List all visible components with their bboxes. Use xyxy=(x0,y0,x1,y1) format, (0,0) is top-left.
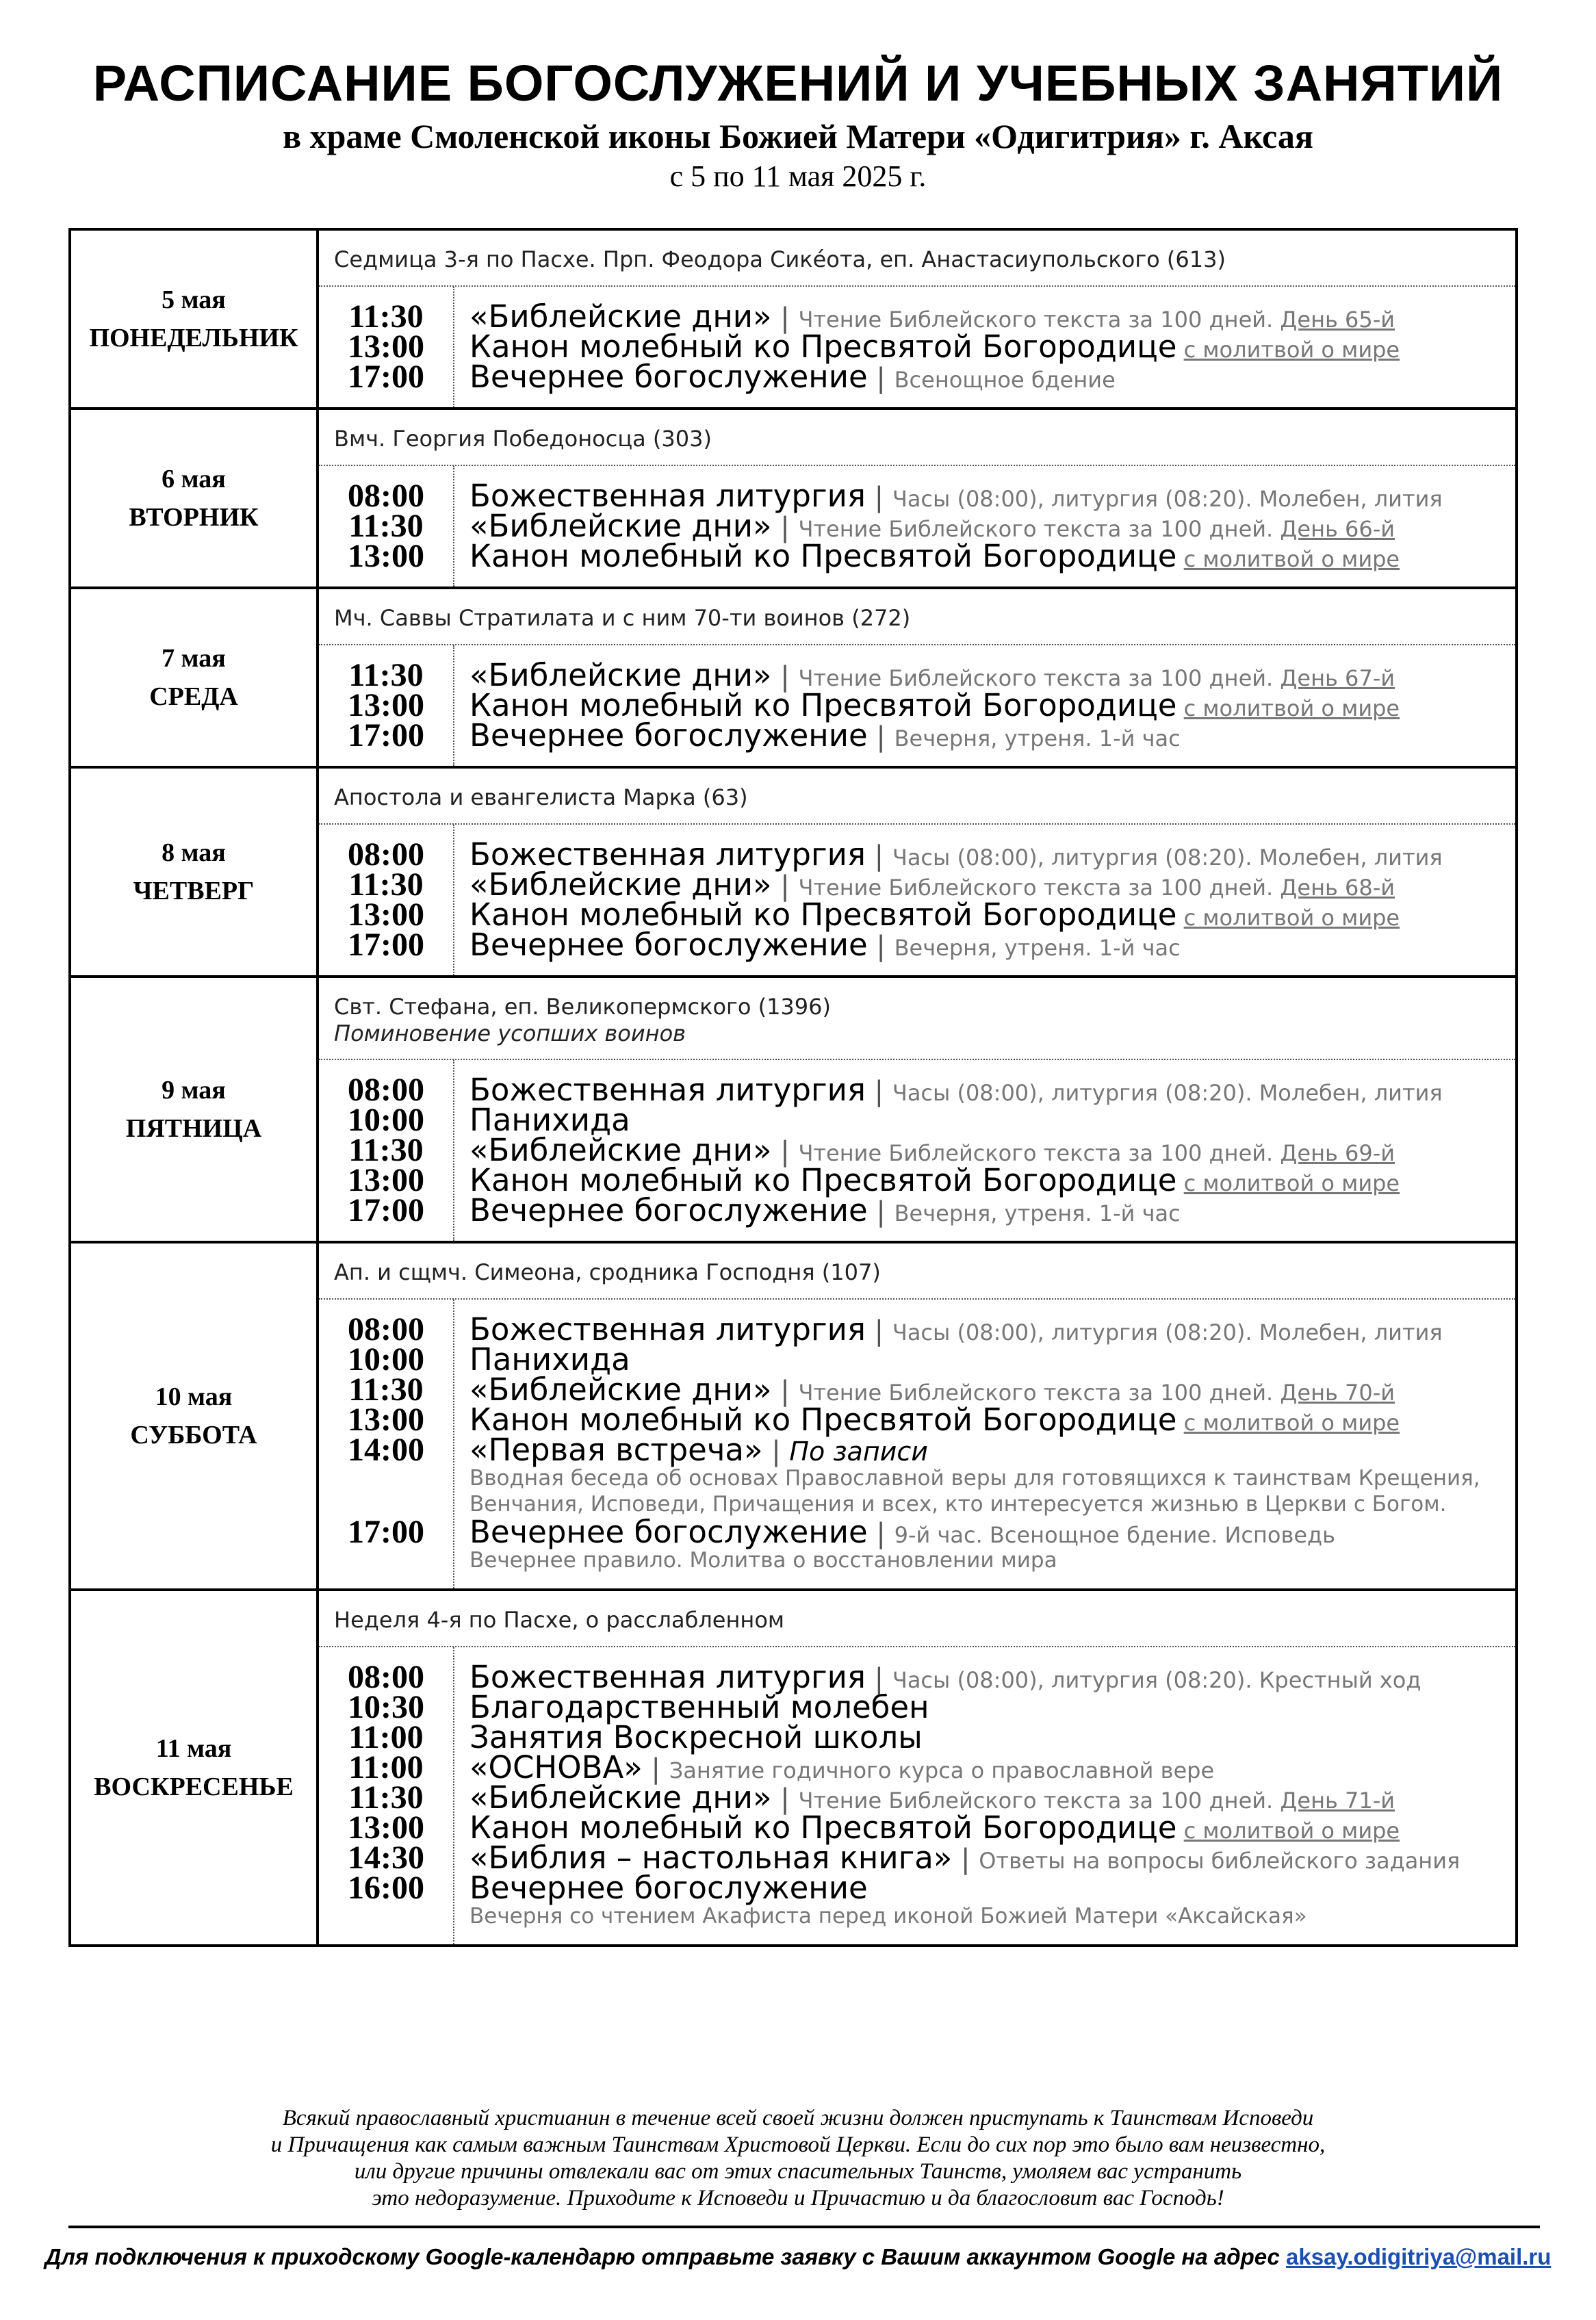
event-item xyxy=(469,657,1515,693)
events-block xyxy=(319,1647,1515,1944)
event-time: 11:00 xyxy=(348,1749,424,1786)
event-link[interactable]: День 68-й xyxy=(1280,875,1395,901)
footer-note-line: Всякий православный христианин в течение всей своей жизни должен приступать к Таинствам Исповеди xyxy=(282,2106,1314,2130)
event-link[interactable]: с молитвой о мире xyxy=(1183,1410,1400,1436)
event-time: 13:00 xyxy=(348,328,424,365)
event-time: 11:30 xyxy=(348,298,424,335)
event-item xyxy=(469,836,1515,873)
day-date-label: 8 мая xyxy=(162,838,226,867)
day-weekday: ПЯТНИЦА xyxy=(125,1114,262,1143)
events-column xyxy=(454,645,1515,766)
page-title: РАСПИСАНИЕ БОГОСЛУЖЕНИЙ И УЧЕБНЫХ ЗАНЯТИЙ xyxy=(92,55,1504,112)
commemoration-text: Вмч. Георгия Победоносца (303) xyxy=(334,426,712,452)
footer-divider xyxy=(68,2226,1540,2228)
event-time: 11:30 xyxy=(348,657,424,693)
event-link[interactable]: с молитвой о мире xyxy=(1183,695,1400,721)
day-details xyxy=(319,589,1515,766)
day-weekday: СРЕДА xyxy=(149,682,238,711)
separator: | xyxy=(867,1518,894,1549)
event-title: «Библейские дни» xyxy=(469,1779,772,1816)
event-time: 11:00 xyxy=(348,1719,424,1755)
link-spacer xyxy=(1176,546,1183,572)
event-title: Канон молебный ко Пресвятой Богородице xyxy=(469,897,1177,933)
event-time: 11:30 xyxy=(348,866,424,903)
events-column xyxy=(454,287,1515,407)
event-title: «ОСНОВА» xyxy=(469,1749,643,1786)
event-extra-line: Вечерня со чтением Акафиста перед иконой Божией Матери «Аксайская» xyxy=(469,1904,1307,1929)
times-column xyxy=(319,1300,454,1588)
event-note: Вечерня, утреня. 1-й час xyxy=(894,935,1181,961)
event-title: «Библейские дни» xyxy=(469,866,772,903)
event-item xyxy=(469,328,1515,365)
event-title: Панихида xyxy=(469,1341,630,1378)
footer-note xyxy=(0,2105,1596,2212)
event-item xyxy=(469,1659,1515,1695)
events-column xyxy=(454,1060,1515,1241)
event-item xyxy=(469,1402,1515,1438)
event-link[interactable]: с молитвой о мире xyxy=(1183,1170,1400,1196)
event-link[interactable]: День 70-й xyxy=(1280,1380,1395,1406)
event-title: «Библия – настольная книга» xyxy=(469,1840,953,1876)
separator: | xyxy=(771,1783,799,1815)
times-column xyxy=(319,287,454,407)
event-title: Вечернее богослужение xyxy=(469,359,868,395)
event-link[interactable]: с молитвой о мире xyxy=(1183,905,1400,931)
event-link[interactable]: с молитвой о мире xyxy=(1183,1818,1400,1844)
contact-text: Для подключения к приходскому Google-календарю отправьте заявку с Вашим аккаунтом Google на адрес xyxy=(44,2244,1280,2269)
times-column xyxy=(319,466,454,587)
day-row xyxy=(71,587,1515,766)
event-title: Вечернее богослужение xyxy=(469,1192,868,1228)
separator: | xyxy=(762,1436,790,1467)
day-date xyxy=(71,978,319,1241)
event-time: 10:30 xyxy=(348,1689,424,1725)
event-note: Ответы на вопросы библейского задания xyxy=(979,1848,1460,1874)
event-extra-line: Вечернее правило. Молитва о восстановлении мира xyxy=(469,1548,1057,1573)
event-time: 17:00 xyxy=(348,1192,424,1228)
times-column xyxy=(319,825,454,975)
separator: | xyxy=(865,840,892,872)
event-time: 13:00 xyxy=(348,1162,424,1198)
times-column xyxy=(319,1647,454,1944)
day-date-label: 11 мая xyxy=(155,1734,232,1763)
separator: | xyxy=(867,721,894,753)
event-note: 9-й час. Всенощное бдение. Исповедь xyxy=(894,1522,1335,1548)
event-time: 10:00 xyxy=(348,1102,424,1138)
event-item xyxy=(469,359,1515,395)
event-note: Чтение Библейского текста за 100 дней. xyxy=(798,516,1274,542)
event-note: Часы (08:00), литургия (08:20). Молебен, лития xyxy=(892,1080,1443,1106)
commemoration xyxy=(319,1243,1515,1300)
link-spacer xyxy=(1273,1140,1280,1166)
email-link[interactable]: aksay.odigitriya@mail.ru xyxy=(1286,2244,1552,2269)
event-time: 08:00 xyxy=(348,1311,424,1348)
day-weekday: ЧЕТВЕРГ xyxy=(133,877,255,905)
event-time: 17:00 xyxy=(348,1514,424,1550)
event-item xyxy=(469,1719,1515,1755)
event-note: Чтение Библейского текста за 100 дней. xyxy=(798,665,1274,691)
event-item xyxy=(469,897,1515,933)
event-time: 13:00 xyxy=(348,538,424,574)
event-note: Часы (08:00), литургия (08:20). Молебен, лития xyxy=(892,845,1443,871)
event-extra-line: Венчания, Исповеди, Причащения и всех, кто интересуется жизнью в Церкви с Богом. xyxy=(469,1492,1447,1517)
event-note: Чтение Библейского текста за 100 дней. xyxy=(798,1380,1274,1406)
event-item xyxy=(469,1809,1515,1846)
events-column xyxy=(454,825,1515,975)
event-link[interactable]: День 67-й xyxy=(1280,665,1395,691)
event-title: «Библейские дни» xyxy=(469,1371,772,1408)
footer-note-line: или другие причины отвлекали вас от этих спасительных Таинств, умоляем вас устранить xyxy=(354,2159,1242,2184)
link-spacer xyxy=(1273,665,1280,691)
event-note: Чтение Библейского текста за 100 дней. xyxy=(798,1140,1274,1166)
separator: | xyxy=(867,931,894,962)
event-item xyxy=(469,1192,1515,1228)
separator: | xyxy=(865,1315,892,1347)
event-title: Канон молебный ко Пресвятой Богородице xyxy=(469,328,1177,365)
day-row xyxy=(71,766,1515,975)
event-note: Часы (08:00), литургия (08:20). Молебен, лития xyxy=(892,486,1443,512)
link-spacer xyxy=(1176,905,1183,931)
event-note: Часы (08:00), литургия (08:20). Молебен, лития xyxy=(892,1319,1443,1345)
link-spacer xyxy=(1273,307,1280,333)
event-item xyxy=(469,1779,1515,1816)
events-block xyxy=(319,1060,1515,1241)
day-details xyxy=(319,978,1515,1241)
date-range: с 5 по 11 мая 2025 г. xyxy=(669,159,927,193)
event-time: 13:00 xyxy=(348,1402,424,1438)
separator: | xyxy=(771,302,799,334)
event-item xyxy=(469,1132,1515,1168)
day-details xyxy=(319,769,1515,975)
commemoration-text: Свт. Стефана, еп. Великопермского (1396) xyxy=(334,994,831,1020)
link-spacer xyxy=(1273,1380,1280,1406)
separator: | xyxy=(952,1844,979,1875)
link-spacer xyxy=(1176,695,1183,721)
event-item xyxy=(469,1162,1515,1198)
time-spacer xyxy=(319,1547,453,1573)
separator: | xyxy=(771,1376,799,1407)
times-column xyxy=(319,1060,454,1241)
event-title: Канон молебный ко Пресвятой Богородице xyxy=(469,1162,1177,1198)
event-title: Божественная литургия xyxy=(469,1072,866,1108)
event-item xyxy=(469,1102,1515,1138)
event-item xyxy=(469,1689,1515,1725)
event-item xyxy=(469,1514,1515,1550)
event-title: Занятия Воскресной школы xyxy=(469,1719,923,1755)
event-note: Чтение Библейского текста за 100 дней. xyxy=(798,307,1274,333)
event-link[interactable]: День 69-й xyxy=(1280,1140,1395,1166)
event-title: Божественная литургия xyxy=(469,478,866,514)
commemoration-text: Неделя 4-я по Пасхе, о расслабленном xyxy=(334,1607,785,1633)
commemoration-text: Ап. и сщмч. Симеона, сродника Господня (107) xyxy=(334,1259,881,1285)
event-title: Вечернее богослужение xyxy=(469,1870,868,1906)
event-item xyxy=(469,1432,1515,1468)
day-row xyxy=(71,1241,1515,1588)
day-weekday: ВТОРНИК xyxy=(129,503,259,532)
events-block xyxy=(319,825,1515,975)
event-title: Канон молебный ко Пресвятой Богородице xyxy=(469,1402,1177,1438)
separator: | xyxy=(771,661,799,693)
event-time: 17:00 xyxy=(348,927,424,963)
event-title: «Библейские дни» xyxy=(469,657,772,693)
day-date-label: 10 мая xyxy=(155,1382,233,1411)
separator: | xyxy=(865,1076,892,1107)
day-details xyxy=(319,410,1515,587)
event-item xyxy=(469,687,1515,723)
day-weekday: СУББОТА xyxy=(130,1421,257,1449)
commemoration-text: Седмица 3-я по Пасхе. Прп. Феодора Сике́ота, еп. Анастасиупольского (613) xyxy=(334,246,1226,272)
day-date xyxy=(71,589,319,766)
day-row xyxy=(71,407,1515,587)
event-title: Благодарственный молебен xyxy=(469,1689,929,1725)
separator: | xyxy=(771,1136,799,1168)
event-title: Канон молебный ко Пресвятой Богородице xyxy=(469,1809,1177,1846)
event-note: Занятие годичного курса о православной вере xyxy=(669,1757,1215,1783)
event-title: Божественная литургия xyxy=(469,836,866,873)
event-title: Вечернее богослужение xyxy=(469,1514,868,1550)
event-title: Божественная литургия xyxy=(469,1311,866,1348)
day-date xyxy=(71,1591,319,1944)
day-weekday: ВОСКРЕСЕНЬЕ xyxy=(94,1773,294,1801)
time-spacer xyxy=(319,1465,453,1517)
event-link[interactable]: День 71-й xyxy=(1280,1788,1395,1814)
schedule-table xyxy=(68,228,1518,1947)
event-item xyxy=(469,478,1515,514)
event-item xyxy=(469,508,1515,544)
separator: | xyxy=(867,1196,894,1228)
event-item xyxy=(469,298,1515,335)
event-link[interactable]: День 66-й xyxy=(1280,516,1395,542)
events-column xyxy=(454,1647,1515,1944)
event-registration: По записи xyxy=(789,1436,928,1467)
event-time: 08:00 xyxy=(348,478,424,514)
commemoration-subtext: Поминовение усопших воинов xyxy=(334,1020,686,1046)
event-item xyxy=(469,927,1515,963)
day-details xyxy=(319,1591,1515,1944)
commemoration xyxy=(319,1591,1515,1647)
event-item xyxy=(469,866,1515,903)
separator: | xyxy=(771,512,799,543)
event-note: Вечерня, утреня. 1-й час xyxy=(894,1200,1181,1226)
event-time: 13:00 xyxy=(348,897,424,933)
event-time: 17:00 xyxy=(348,359,424,395)
events-column xyxy=(454,1300,1515,1588)
commemoration-text: Апостола и евангелиста Марка (63) xyxy=(334,784,748,810)
day-weekday: ПОНЕДЕЛЬНИК xyxy=(89,324,298,352)
day-date xyxy=(71,1243,319,1588)
event-time: 11:30 xyxy=(348,1371,424,1408)
calendar-contact xyxy=(0,2242,1596,2272)
separator: | xyxy=(865,1663,892,1694)
event-title: Божественная литургия xyxy=(469,1659,866,1695)
event-time: 08:00 xyxy=(348,1659,424,1695)
day-date-label: 9 мая xyxy=(162,1076,226,1105)
link-spacer xyxy=(1273,1788,1280,1814)
event-title: Панихида xyxy=(469,1102,630,1138)
event-extra-line: Вводная беседа об основах Православной веры для готовящихся к таинствам Крещения, xyxy=(469,1466,1480,1491)
event-item xyxy=(469,717,1515,753)
event-title: Канон молебный ко Пресвятой Богородице xyxy=(469,687,1177,723)
event-time: 14:30 xyxy=(348,1840,424,1876)
event-title: Вечернее богослужение xyxy=(469,717,868,753)
event-time: 11:30 xyxy=(348,508,424,544)
event-title: Вечернее богослужение xyxy=(469,927,868,963)
event-time: 08:00 xyxy=(348,1072,424,1108)
link-spacer xyxy=(1273,875,1280,901)
event-item xyxy=(469,1749,1515,1786)
event-time: 13:00 xyxy=(348,1809,424,1846)
separator: | xyxy=(865,482,892,513)
page-subtitle: в храме Смоленской иконы Божией Матери «Одигитрия» г. Аксая xyxy=(283,117,1313,155)
event-item xyxy=(469,1371,1515,1408)
event-link[interactable]: с молитвой о мире xyxy=(1183,337,1400,363)
day-details xyxy=(319,1243,1515,1588)
event-item xyxy=(469,1311,1515,1348)
event-item xyxy=(469,1072,1515,1108)
commemoration xyxy=(319,769,1515,825)
event-note: Всенощное бдение xyxy=(894,367,1116,393)
link-spacer xyxy=(1176,1170,1183,1196)
link-spacer xyxy=(1176,1818,1183,1844)
event-note: Чтение Библейского текста за 100 дней. xyxy=(798,875,1274,901)
times-column xyxy=(319,645,454,766)
day-date xyxy=(71,410,319,587)
event-item xyxy=(469,538,1515,574)
event-link[interactable]: День 65-й xyxy=(1280,307,1395,333)
day-date xyxy=(71,231,319,407)
events-block xyxy=(319,287,1515,407)
events-column xyxy=(454,466,1515,587)
events-block xyxy=(319,466,1515,587)
event-time: 11:30 xyxy=(348,1779,424,1816)
event-note: Вечерня, утреня. 1-й час xyxy=(894,725,1181,751)
event-time: 11:30 xyxy=(348,1132,424,1168)
commemoration xyxy=(319,978,1515,1060)
day-date xyxy=(71,769,319,975)
day-date-label: 5 мая xyxy=(162,285,226,314)
event-note: Чтение Библейского текста за 100 дней. xyxy=(798,1788,1274,1814)
event-item xyxy=(469,1870,1515,1906)
day-row xyxy=(71,231,1515,407)
event-title: «Первая встреча» xyxy=(469,1432,763,1468)
footer-note-line: и Причащения как самым важным Таинствам Христовой Церкви. Если до сих пор это было вам неизвестно, xyxy=(270,2132,1326,2157)
link-spacer xyxy=(1176,337,1183,363)
event-title: «Библейские дни» xyxy=(469,1132,772,1168)
event-item xyxy=(469,1840,1515,1876)
day-row xyxy=(71,975,1515,1241)
event-time: 08:00 xyxy=(348,836,424,873)
event-time: 17:00 xyxy=(348,717,424,753)
event-title: «Библейские дни» xyxy=(469,508,772,544)
separator: | xyxy=(642,1753,669,1785)
footer-note-line: это недоразумение. Приходите к Исповеди и Причастию и да благословит вас Господь! xyxy=(372,2186,1224,2211)
event-time: 14:00 xyxy=(348,1432,424,1468)
commemoration-text: Мч. Саввы Стратилата и с ним 70-ти воинов (272) xyxy=(334,605,911,631)
day-date-label: 7 мая xyxy=(162,644,226,673)
event-time: 10:00 xyxy=(348,1341,424,1378)
events-block xyxy=(319,645,1515,766)
separator: | xyxy=(867,363,894,394)
event-title: «Библейские дни» xyxy=(469,298,772,335)
event-note: Часы (08:00), литургия (08:20). Крестный ход xyxy=(892,1667,1421,1693)
event-link[interactable]: с молитвой о мире xyxy=(1183,546,1400,572)
event-time: 16:00 xyxy=(348,1870,424,1906)
events-block xyxy=(319,1300,1515,1588)
event-time: 13:00 xyxy=(348,687,424,723)
commemoration xyxy=(319,410,1515,466)
link-spacer xyxy=(1176,1410,1183,1436)
commemoration xyxy=(319,589,1515,645)
separator: | xyxy=(771,871,799,902)
commemoration xyxy=(319,231,1515,287)
event-item xyxy=(469,1341,1515,1378)
day-details xyxy=(319,231,1515,407)
day-date-label: 6 мая xyxy=(162,465,226,493)
time-spacer xyxy=(319,1903,453,1929)
event-title: Канон молебный ко Пресвятой Богородице xyxy=(469,538,1177,574)
link-spacer xyxy=(1273,516,1280,542)
day-row xyxy=(71,1588,1515,1944)
